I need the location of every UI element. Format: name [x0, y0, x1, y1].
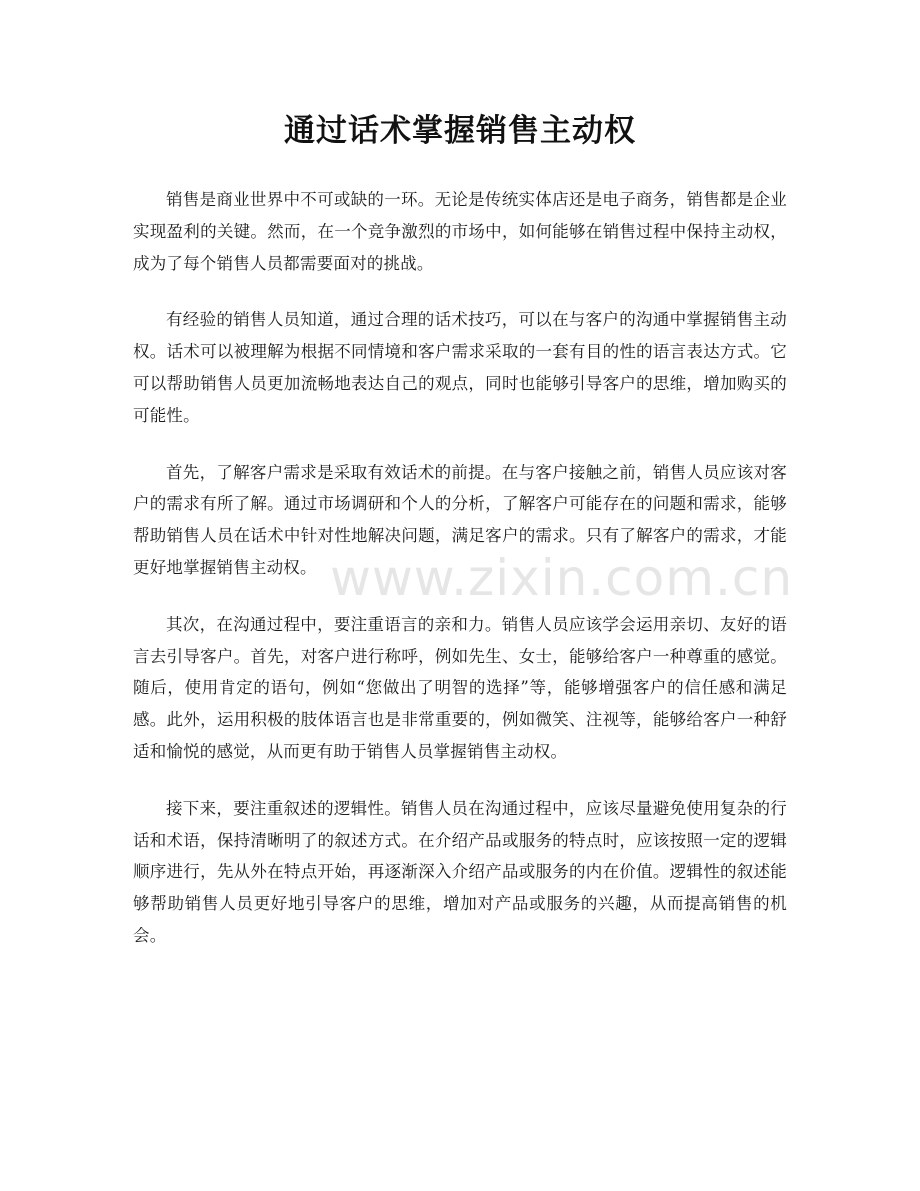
- paragraph: 有经验的销售人员知道，通过合理的话术技巧，可以在与客户的沟通中掌握销售主动权。话术可以被理解为根据不同情境和客户需求采取的一套有目的性的语言表达方式。它可以帮助销售人员更加流畅地表达自己的观点，同时也能够引导客户的思维，增加购买的可能性。: [133, 310, 787, 425]
- paragraph: 其次，在沟通过程中，要注重语言的亲和力。销售人员应该学会运用亲切、友好的语言去引导客户。首先，对客户进行称呼，例如先生、女士，能够给客户一种尊重的感觉。随后，使用肯定的语句，例如“您做出了明智的选择”等，能够增强客户的信任感和满足感。此外，运用积极的肢体语言也是非常重要的，例如微笑、注视等，能够给客户一种舒适和愉悦的感觉，从而更有助于销售人员掌握销售主动权。: [133, 614, 787, 761]
- document-title: 通过话术掌握销售主动权: [284, 113, 636, 149]
- paragraph: 销售是商业世界中不可或缺的一环。无论是传统实体店还是电子商务，销售都是企业实现盈利的关键。然而，在一个竞争激烈的市场中，如何能够在销售过程中保持主动权，成为了每个销售人员都需要面对的挑战。: [133, 190, 787, 273]
- watermark: www.zixin.com.cn: [330, 549, 794, 607]
- document-body: [133, 184, 794, 977]
- paragraph: 首先，了解客户需求是采取有效话术的前提。在与客户接触之前，销售人员应该对客户的需求有所了解。通过市场调研和个人的分析，了解客户可能存在的问题和需求，能够帮助销售人员在话术中针对性地解决问题，满足客户的需求。只有了解客户的需求，才能更好地掌握销售主动权。: [133, 462, 787, 577]
- paragraph: 接下来，要注重叙述的逻辑性。销售人员在沟通过程中，应该尽量避免使用复杂的行话和术语，保持清晰明了的叙述方式。在介绍产品或服务的特点时，应该按照一定的逻辑顺序进行，先从外在特点开始，再逐渐深入介绍产品或服务的内在价值。逻辑性的叙述能够帮助销售人员更好地引导客户的思维，增加对产品或服务的兴趣，从而提高销售的机会。: [133, 798, 787, 945]
